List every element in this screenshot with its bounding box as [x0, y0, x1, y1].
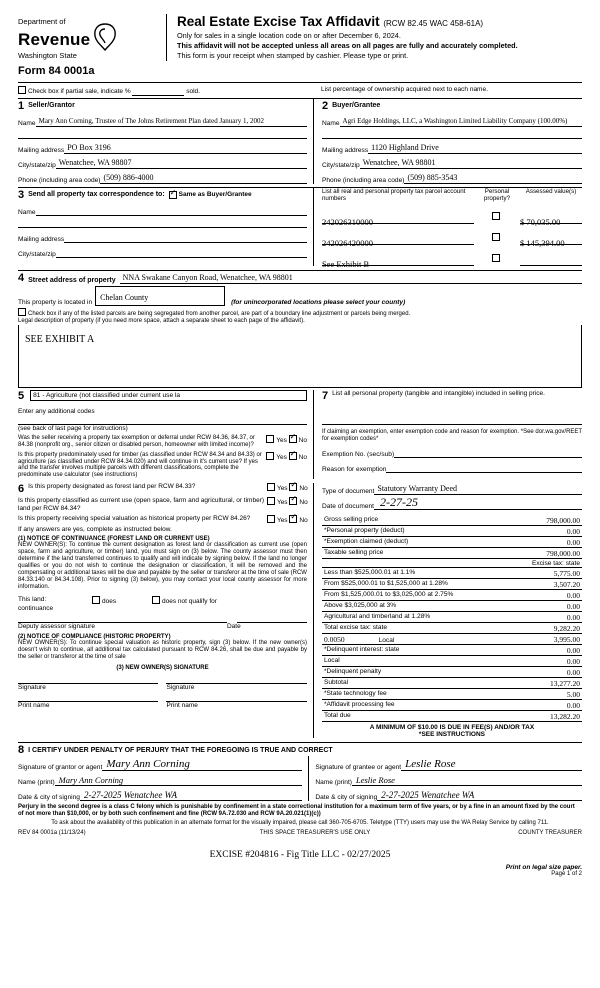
local-rate: 0.0050 — [323, 635, 345, 645]
section-1-seller — [18, 99, 313, 184]
section-5-use-code — [18, 390, 313, 479]
buyer-phone-value[interactable]: (509) 885-3543 — [407, 172, 458, 182]
grantee-sig-label: Signature of grantee or agent — [315, 764, 402, 772]
grantor-print-label: Name (print) — [18, 779, 55, 787]
parcel-number-2[interactable]: See Exhibit B — [321, 258, 370, 269]
section-2-buyer — [313, 99, 582, 184]
ownership-note: List percentage of ownership acquired next to each name. — [320, 85, 488, 93]
doc-type-value[interactable]: Statutory Warranty Deed — [377, 484, 458, 494]
table-row — [321, 227, 582, 248]
treasurer-use-label: THIS SPACE TREASURER'S USE ONLY — [259, 829, 371, 836]
minimum-due-note: A MINIMUM OF $10.00 IS DUE IN FEE(S) AND/OR TAX — [369, 724, 535, 732]
section-8-certification — [18, 742, 582, 801]
page-number: Page 1 of 2 — [551, 870, 582, 877]
amt-value-6: 3,507.20 — [553, 580, 580, 590]
dept-line1: Department of — [18, 17, 66, 26]
excise-stamp: EXCISE #204816 - Fig Title LLC - 02/27/2025 — [209, 849, 391, 860]
segregated-checkbox[interactable] — [18, 308, 26, 316]
parcel-value-0[interactable]: $ 70,035.00 — [520, 216, 561, 227]
owner-print-label-2: Print name — [166, 701, 198, 709]
amt-label-15: Subtotal — [323, 679, 349, 687]
seller-name-value[interactable]: Mary Ann Corning, Trustee of The Johns Retirement Plan dated January 1, 2002 — [38, 116, 264, 125]
parcel-col3-header: Assessed value(s) — [525, 187, 577, 195]
grantor-date-label: Date & city of signing — [18, 794, 80, 802]
amt-label-5: Less than $525,000.01 at 1.1% — [323, 569, 416, 577]
form-title-rcw: (RCW 82.45 WAC 458-61A) — [383, 19, 484, 28]
seller-mailing-label: Mailing address — [18, 146, 65, 154]
perjury-line-1: Perjury in the second degree is a class C felony which is punishable by confinement in a state correctional institution for a maximum term of five years, or by a fine in an amount fixed by the court of not more than $10,000, or by both such confinement and fine (RCW 9A.72.030 and RCW 9A.20.021(1)(c)) — [18, 804, 575, 818]
exemption-reason-label: Reason for exemption — [321, 466, 387, 474]
section-7-title: List all personal property (tangible and intangible) included in selling price. — [332, 389, 545, 397]
amt-value-10: 9,282.20 — [553, 624, 580, 634]
corr-citystatezip-label: City/state/zip — [18, 250, 56, 258]
amt-label-11: Local — [378, 637, 395, 645]
owner-sig-label-2: Signature — [166, 683, 195, 691]
amt-label-4: Excise tax: state — [531, 560, 580, 568]
continuance-title: (1) NOTICE OF CONTINUANCE (FOREST LAND OR CURRENT USE) — [18, 535, 210, 542]
s6-q2-yes-checkbox[interactable] — [267, 497, 275, 505]
owner-sig-label-1: Signature — [18, 683, 46, 691]
county-value[interactable]: Chelan County — [100, 292, 149, 302]
q1-yes-checkbox[interactable] — [266, 435, 274, 443]
section-1-number: 1 — [18, 99, 25, 112]
amt-value-15: 13,277.20 — [550, 679, 580, 689]
grantor-date-city[interactable]: 2-27-2025 Wenatchee WA — [83, 790, 177, 801]
seller-mailing-value[interactable]: PO Box 3196 — [67, 142, 111, 152]
amt-label-14: *Delinquent penalty — [323, 668, 382, 676]
amt-value-2: 0.00 — [566, 538, 580, 548]
amt-label-18: Total due — [323, 712, 351, 720]
buyer-phone-label: Phone (including area code) — [321, 176, 405, 184]
legal-description-label: Legal description of property (if you need more space, attach a separate sheet to each page of the affidavit). — [18, 317, 305, 324]
use-code-value[interactable]: 81 - Agriculture (not classified under current use la — [30, 390, 307, 401]
same-as-buyer-checkbox[interactable] — [169, 191, 177, 199]
see-instructions-note: *SEE INSTRUCTIONS — [418, 731, 486, 739]
additional-codes-input[interactable] — [18, 415, 307, 425]
grantee-date-city[interactable]: 2-27-2025 Wenatchee WA — [381, 790, 475, 801]
grantee-print-label: Name (print) — [315, 779, 352, 787]
amt-value-14: 0.00 — [566, 668, 580, 678]
department-block — [18, 14, 166, 77]
section-6-if-any: If any answers are yes, complete as instructed below. — [18, 525, 172, 533]
amt-label-17: *Affidavit processing fee — [323, 701, 395, 709]
parcel-number-0[interactable]: 242026310000 — [321, 216, 373, 227]
dept-line2: Revenue — [18, 29, 91, 49]
form-header — [18, 14, 582, 77]
amt-value-17: 0.00 — [566, 701, 580, 711]
table-row — [321, 206, 582, 227]
perjury-line-2: To ask about the availability of this publication in an alternate format for the visually impaired, please call 360-705-6705. Teletype (TTY) users may use the WA Relay Service by calling 711. — [51, 819, 549, 826]
table-row — [321, 248, 582, 269]
partial-sale-row — [18, 86, 313, 96]
buyer-citystatezip-label: City/state/zip — [321, 161, 360, 169]
buyer-name-value[interactable]: Agri Edge Holdings, LLC, a Washington Limited Liability Company (100.00%) — [342, 116, 568, 125]
amt-value-3: 798,000.00 — [546, 549, 580, 559]
s6-q1-yes-label: Yes — [276, 485, 288, 493]
s6-q3-yes-label: Yes — [276, 516, 288, 524]
seller-name-label: Name — [18, 119, 36, 127]
additional-codes-label: Enter any additional codes — [18, 407, 95, 415]
land-does-label: does — [102, 598, 117, 606]
corr-name-label: Name — [18, 208, 36, 216]
land-does-checkbox[interactable] — [92, 596, 100, 604]
amt-label-3: Taxable selling price — [323, 549, 384, 557]
section-8-title: I CERTIFY UNDER PENALTY OF PERJURY THAT THE FOREGOING IS TRUE AND CORRECT — [28, 746, 333, 754]
partial-sale-sold: sold. — [186, 87, 200, 95]
header-note-3: This form is your receipt when stamped by cashier. Please type or print. — [177, 50, 409, 60]
exemption-no-label: Exemption No. (sec/sub) — [321, 451, 395, 459]
grantee-print-name[interactable]: Leslie Rose — [355, 775, 395, 786]
header-note-1: Only for sales in a single location code on or after December 6, 2024. — [177, 31, 401, 40]
seller-citystatezip-value[interactable]: Wenatchee, WA 98807 — [58, 157, 132, 167]
s6-q3-yes-checkbox[interactable] — [267, 515, 275, 523]
additional-codes-note: (see back of last page for instructions) — [18, 424, 128, 432]
county-treasurer-label: COUNTY TREASURER — [518, 829, 582, 836]
grantor-print-name[interactable]: Mary Ann Corning — [58, 775, 124, 786]
seller-phone-value[interactable]: (509) 886-4000 — [103, 172, 154, 182]
section-3-correspondence — [18, 188, 313, 266]
same-as-buyer-label: Same as Buyer/Grantee — [178, 191, 252, 199]
amt-label-6: From $525,000.01 to $1,525,000 at 1.28% — [323, 580, 448, 588]
s6-q3-no-checkbox[interactable] — [289, 515, 297, 523]
q2-yes-checkbox[interactable] — [266, 452, 274, 460]
section-7-personal-property — [313, 390, 582, 479]
tax-calculation-panel — [313, 483, 582, 738]
title-block — [166, 14, 582, 61]
section-8-number: 8 — [18, 744, 25, 757]
property-address-value[interactable]: NNA Swakane Canyon Road, Wenatchee, WA 98801 — [122, 272, 293, 282]
land-does-not-label: does not qualify for — [162, 598, 217, 606]
amt-label-1: *Personal property (deduct) — [323, 527, 405, 535]
grantor-sig-label: Signature of grantor or agent — [18, 764, 103, 772]
section-3-title: Send all property tax correspondence to: — [28, 191, 165, 199]
this-land-label: This land: — [18, 596, 47, 604]
buyer-mailing-label: Mailing address — [321, 146, 369, 154]
perjury-note — [18, 804, 582, 827]
amt-label-16: *State technology fee — [323, 690, 387, 698]
continuance-word: continuance — [18, 605, 54, 613]
legal-description-value: SEE EXHIBIT A — [25, 333, 95, 345]
located-note: (for unincorporated locations please select your county) — [231, 298, 406, 306]
parcel-personal-checkbox-0[interactable] — [492, 212, 500, 220]
amt-value-1: 0.00 — [566, 527, 580, 537]
amt-value-9: 0.00 — [566, 613, 580, 623]
amt-label-9: Agricultural and timberland at 1.28% — [323, 613, 431, 621]
section-2-number: 2 — [321, 99, 329, 112]
dept-line3: Washington State — [18, 51, 77, 61]
buyer-citystatezip-value[interactable]: Wenatchee, WA 98801 — [362, 157, 436, 167]
compliance-body: NEW OWNER(S): To continue special valuation as historic property, sign (3) below. If the new owner(s) doesn't wish to continue, all additional tax calculated pursuant to RCW 84.26, shall be due and payable by the seller or transferor at the time of sale — [18, 640, 307, 661]
s6-q1-no-checkbox[interactable] — [289, 483, 297, 491]
segregated-label: Check box if any of the listed parcels are being segregated from another parcel, are part of a boundary line adjustment or parcels being merged. — [28, 310, 411, 317]
q2-yes-label: Yes — [276, 453, 287, 461]
section-5-number: 5 — [18, 389, 25, 402]
amt-value-7: 0.00 — [566, 591, 580, 601]
doc-type-label: Type of document — [321, 488, 375, 496]
s6-q1-yes-checkbox[interactable] — [267, 483, 275, 491]
partial-sale-checkbox[interactable] — [18, 86, 26, 94]
located-in-label: This property is located in — [18, 298, 93, 306]
q1-yes-label: Yes — [276, 436, 287, 444]
q2-no-checkbox[interactable] — [289, 452, 297, 460]
s6-q3-no-label: No — [299, 516, 308, 524]
amt-value-16: 5.00 — [566, 690, 580, 700]
amt-value-12: 0.00 — [566, 646, 580, 656]
partial-sale-label: Check box if partial sale, indicate % — [28, 87, 131, 95]
doc-date-value[interactable]: 2-27-25 — [380, 495, 419, 510]
owner-print-label-1: Print name — [18, 701, 50, 709]
amt-value-13: 0.00 — [566, 657, 580, 667]
parcel-col2-header: Personal property? — [483, 187, 511, 202]
section-4-number: 4 — [18, 271, 25, 284]
section-6-q2: Is this property classified as current use (open space, farm and agricultural, or timber) land per RCW 84.34? — [18, 497, 265, 512]
buyer-mailing-value[interactable]: 1120 Highland Drive — [371, 142, 439, 152]
header-note-2: This affidavit will not be accepted unless all areas on all pages are fully and accurately completed. — [177, 40, 518, 50]
section-6-designation — [18, 483, 313, 738]
seller-citystatezip-label: City/state/zip — [18, 161, 56, 169]
amt-value-5: 5,775.00 — [553, 569, 580, 579]
amt-label-12: *Delinquent interest: state — [323, 646, 400, 654]
section-6-q3: Is this property receiving special valuation as historical property per RCW 84.26? — [18, 514, 251, 522]
rev-number: REV 84 0001a (11/13/24) — [18, 829, 86, 836]
q1-no-checkbox[interactable] — [289, 435, 297, 443]
seller-phone-label: Phone (including area code) — [18, 176, 101, 184]
grantor-signature[interactable]: Mary Ann Corning — [106, 758, 190, 771]
grantee-signature[interactable]: Leslie Rose — [405, 758, 456, 771]
doc-date-label: Date of document — [321, 503, 375, 511]
compliance-title: (2) NOTICE OF COMPLIANCE (HISTORIC PROPERTY) — [18, 634, 171, 641]
amt-value-18: 13,282.20 — [550, 712, 580, 722]
buyer-name-label: Name — [321, 119, 340, 127]
amt-label-8: Above $3,025,000 at 3% — [323, 602, 397, 610]
revenue-logo-icon — [92, 26, 118, 52]
section-2-title: Buyer/Grantee — [332, 102, 381, 110]
deputy-date-label: Date — [226, 623, 241, 631]
section-3-number: 3 — [18, 188, 25, 201]
parcel-table — [313, 187, 582, 269]
section-1-title: Seller/Grantor — [28, 102, 75, 110]
personal-property-input[interactable] — [322, 412, 582, 425]
parcel-personal-checkbox-1[interactable] — [492, 233, 500, 241]
parcel-value-1[interactable]: $ 145,394.00 — [520, 237, 565, 248]
legal-description-box[interactable] — [18, 325, 582, 388]
exemption-note: If claiming an exemption, enter exemption code and reason for exemption. *See dor.wa.gov/REET for exemption codes* — [321, 428, 582, 443]
form-title: Real Estate Excise Tax Affidavit — [177, 14, 380, 29]
grantee-date-label: Date & city of signing — [315, 794, 378, 802]
amt-value-8: 0.00 — [566, 602, 580, 612]
parcel-number-1[interactable]: 242026420000 — [321, 237, 373, 248]
s6-q2-yes-label: Yes — [276, 499, 288, 507]
section-7-number: 7 — [321, 389, 329, 402]
section-4-property — [18, 270, 582, 388]
deputy-assessor-label: Deputy assessor signature — [18, 623, 95, 631]
print-legal-note: Print on legal size paper. — [505, 863, 582, 871]
section-4-title: Street address of property — [28, 276, 116, 284]
section-5-q1: Was the seller receiving a property tax exemption or deferral under RCW 84.36, 84.37, or 84.38 (nonprofit org., senior citizen or disabled person, homeowner with limited income)? — [18, 434, 255, 448]
s6-q2-no-label: No — [299, 499, 308, 507]
s6-q1-no-label: No — [299, 485, 308, 493]
corr-mailing-label: Mailing address — [18, 235, 65, 243]
amt-value-11: 3,995.00 — [553, 635, 580, 645]
parcel-col1-header: List all real and personal property tax parcel account numbers — [321, 187, 466, 202]
amt-label-13: Local — [323, 657, 340, 665]
section-6-q1: Is this property designated as forest land per RCW 84.33? — [28, 483, 196, 491]
continuance-body: NEW OWNER(S): To continue the current designation as forest land or classification as current use (open space, farm and agriculture, or timber) land, you must sign on (3) below. The county assessor must then determine if the land transferred continues to qualify and will indicate by signing below. If the land no longer qualifies or you do not wish to continue the designation or classification, it will be removed and the compensating or additional taxes will be due and payable by the seller or transferor at the time of sale (RCW 84.33.140 or 84.34.108). Prior to signing (3) below), you may contact your local county assessor for more information. — [18, 541, 307, 591]
section-6-number: 6 — [18, 483, 25, 496]
amt-label-10: Total excise tax: state — [323, 624, 387, 632]
amt-label-2: *Exemption claimed (deduct) — [323, 538, 409, 546]
amt-value-0: 798,000.00 — [546, 516, 580, 526]
amt-label-7: From $1,525,000.01 to $3,025,000 at 2.75% — [323, 591, 454, 599]
form-number: Form 84 0001a — [18, 64, 95, 77]
land-does-not-checkbox[interactable] — [152, 596, 160, 604]
section-5-q2: Is this property predominately used for timber (as classified under RCW 84.34 and 84.33) or agriculture (as classified under RCW 84.34.020) and will continue in it's current use? If yes and the transfer involves multiple parcels with different classifications, complete the predominate use calculator (see instructions) — [18, 451, 262, 479]
new-owner-sig-title: (3) NEW OWNER(S) SIGNATURE — [116, 664, 209, 671]
q2-no-label: No — [298, 453, 307, 461]
amt-label-0: Gross selling price — [323, 516, 379, 524]
q1-no-label: No — [298, 436, 307, 444]
parcel-personal-checkbox-2[interactable] — [492, 254, 500, 262]
s6-q2-no-checkbox[interactable] — [289, 497, 297, 505]
